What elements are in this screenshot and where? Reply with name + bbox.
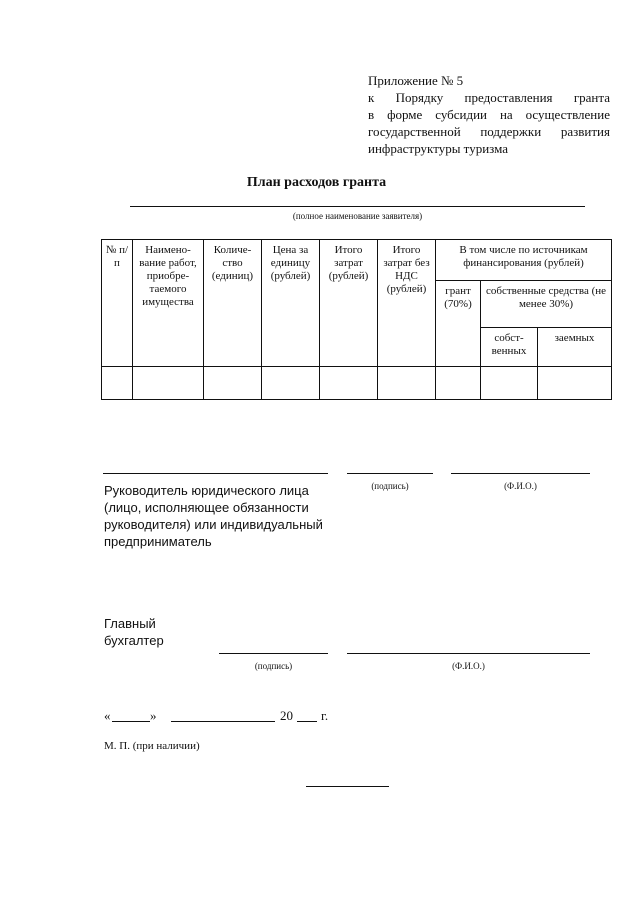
header-cell-own-own: собст-венных [481, 328, 538, 367]
table-cell[interactable] [102, 367, 133, 400]
header-cell-quantity: Количе-ство (единиц) [204, 240, 262, 367]
header-cell-sources: В том числе по источникам финансирования (рублей) [436, 240, 612, 281]
table-cell[interactable] [262, 367, 320, 400]
header-cell-name: Наимено-вание работ, приобре-таемого имущества [133, 240, 204, 367]
head-name-line[interactable] [451, 473, 590, 474]
table-cell[interactable] [538, 367, 612, 400]
appendix-header [368, 72, 610, 157]
appendix-ref-line-2: в форме субсидии на осуществление [368, 107, 610, 122]
accountant-name-line[interactable] [347, 653, 590, 654]
appendix-ref-line-4: инфраструктуры туризма [368, 141, 509, 156]
table-row [102, 367, 612, 400]
header-cell-own-funds: собственные средства (не менее 30%) [481, 281, 612, 328]
date-close-quote: » [150, 708, 157, 723]
date-open-quote: « [104, 708, 111, 723]
document-title: План расходов гранта [246, 175, 387, 190]
date-year-line[interactable] [297, 721, 317, 722]
appendix-ref-line-1: к Порядку предоставления гранта [368, 90, 610, 105]
header-cell-grant: грант (70%) [436, 281, 481, 367]
appendix-number: Приложение № 5 [368, 73, 464, 88]
accountant-name-caption: (Ф.И.О.) [452, 661, 485, 671]
table-header-row [102, 240, 612, 281]
head-role-label: Руководитель юридического лица (лицо, исполняющее обязанности руководителя) или индивидуальный предприниматель [104, 483, 323, 549]
applicant-name-line[interactable] [130, 206, 585, 207]
head-name-caption: (Ф.И.О.) [504, 481, 537, 491]
date-year-prefix: 20 [280, 708, 293, 723]
table-cell[interactable] [204, 367, 262, 400]
date-year-suffix: г. [321, 708, 329, 723]
header-cell-own-borrowed: заемных [538, 328, 612, 367]
head-signature-caption: (подпись) [371, 481, 409, 491]
date-day-line[interactable] [112, 721, 150, 722]
header-cell-number: № п/п [102, 240, 133, 367]
footer-separator [306, 786, 389, 787]
stamp-label: М. П. (при наличии) [104, 740, 200, 752]
accountant-signature-line[interactable] [219, 653, 328, 654]
head-position-line[interactable] [103, 473, 328, 474]
appendix-ref-line-3: государственной поддержки развития [368, 124, 610, 139]
header-cell-total-no-vat: Итого затрат без НДС (рублей) [378, 240, 436, 367]
table-cell[interactable] [320, 367, 378, 400]
accountant-signature-caption: (подпись) [254, 661, 293, 671]
table-cell[interactable] [378, 367, 436, 400]
header-cell-unit-price: Цена за единицу (рублей) [262, 240, 320, 367]
accountant-role-label: Главный бухгалтер [104, 616, 164, 648]
date-month-line[interactable] [171, 721, 275, 722]
table-cell[interactable] [481, 367, 538, 400]
head-signature-line[interactable] [347, 473, 433, 474]
expense-plan-table [101, 239, 612, 400]
header-cell-total: Итого затрат (рублей) [320, 240, 378, 367]
table-cell[interactable] [133, 367, 204, 400]
applicant-name-caption: (полное наименование заявителя) [292, 211, 423, 221]
table-cell[interactable] [436, 367, 481, 400]
